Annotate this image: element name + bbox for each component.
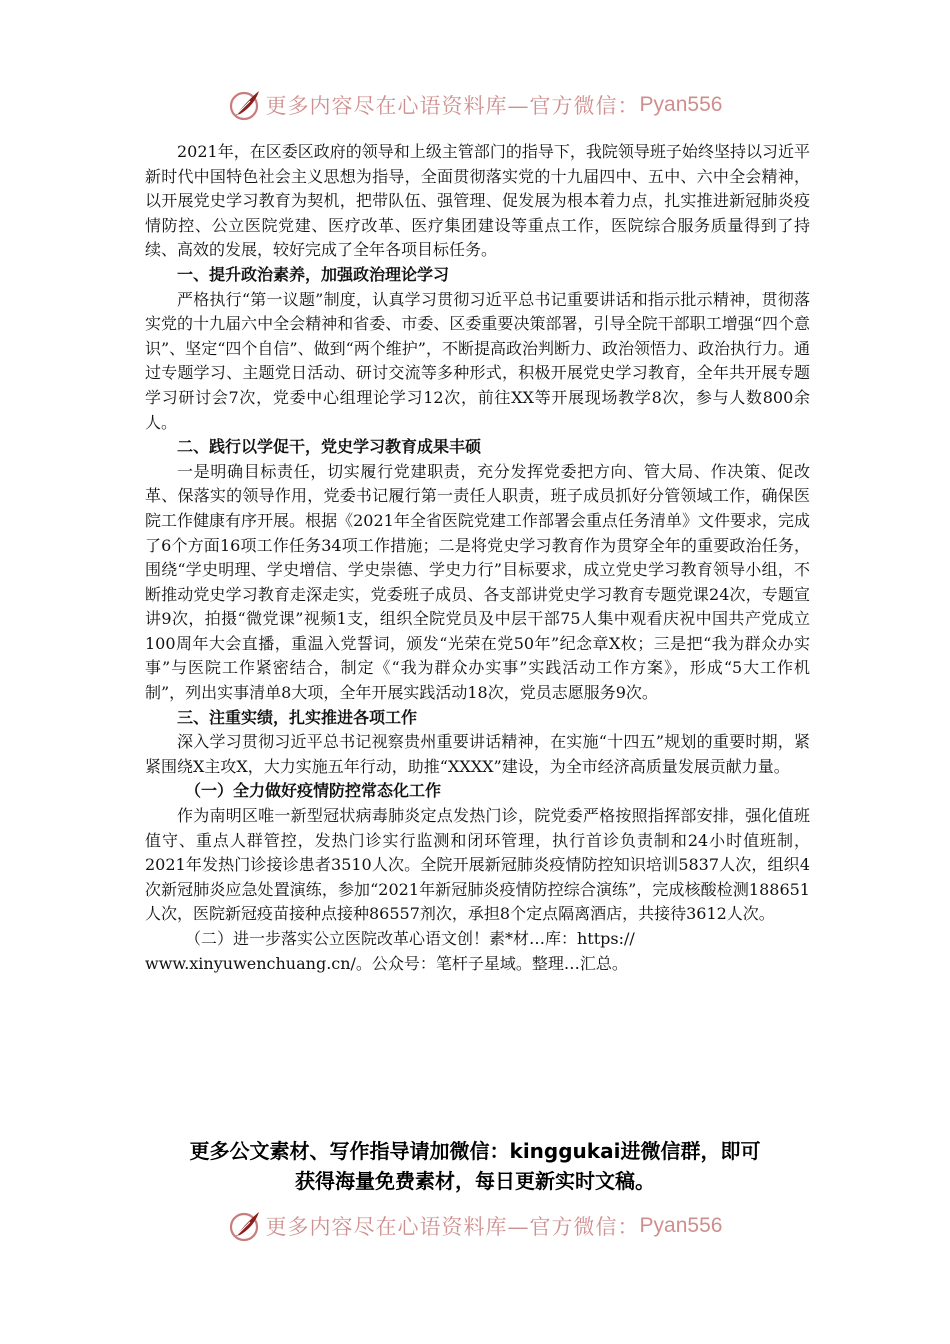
- section-2-paragraph: 一是明确目标责任，切实履行党建职责，充分发挥党委把方向、管大局、作决策、促改革、保落实的领导作用，党委书记履行第一责任人职责，班子成员抓好分管领域工作，确保医院工作健康有序开展。根据《2021年全省医院党建工作部署会重点任务清单》文件要求，完成了6个方面16项工作任务34项工作措施；二是将党史学习教育作为贯穿全年的重要政治任务，围绕“学史明理、学史增信、学史崇德、学史力行”目标要求，成立党史学习教育领导小组，不断推动党史学习教育走深走实，党委班子成员、各支部讲党史学习教育专题党课24次，专题宣讲9次，拍摄“微党课”视频1支，组织全院党员及中层干部75人集中观看庆祝中国共产党成立100周年大会直播，重温入党誓词，颁发“光荣在党50年”纪念章X枚；三是把“我为群众办实事”与医院工作紧密结合，制定《“我为群众办实事”实践活动工作方案》，形成“5大工作机制”，列出实事清单8大项，全年开展实践活动18次，党员志愿服务9次。: [145, 461, 810, 703]
- section-heading-3: 三、注重实绩，扎实推进各项工作: [177, 707, 418, 727]
- document-body: [145, 140, 810, 976]
- section-1-paragraph: 严格执行“第一议题”制度，认真学习贯彻习近平总书记重要讲话和指示批示精神，贯彻落实党的十九届六中全会精神和省委、市委、区委重要决策部署，引导全院干部职工增强“四个意识”、坚定“四个自信”、做到“两个维护”，不断提高政治判断力、政治领悟力、政治执行力。通过专题学习、主题党日活动、研讨交流等多种形式，积极开展党史学习教育，全年共开展专题学习研讨会7次，党委中心组理论学习12次，前往XX等开展现场教学8次，参与人数800余人。: [145, 289, 810, 432]
- promo-notice: [120, 1136, 830, 1196]
- quill-logo-icon: [228, 88, 262, 122]
- intro-paragraph: 2021年，在区委区政府的领导和上级主管部门的指导下，我院领导班子始终坚持以习近平新时代中国特色社会主义思想为指导，全面贯彻落实党的十九届四中、五中、六中全会精神，以开展党史学习教育为契机，把带队伍、强管理、促发展为根本着力点，扎实推进新冠肺炎疫情防控、公立医院党建、医疗改革、医疗集团建设等重点工作，医院综合服务质量得到了持续、高效的发展，较好完成了全年各项目标任务。: [145, 142, 810, 260]
- subsection-2-line: （二）进一步落实公立医院改革心语文创！素*材…库：https://: [185, 929, 635, 948]
- header-banner: [0, 85, 950, 125]
- section-heading-1: 一、提升政治素养，加强政治理论学习: [177, 264, 450, 284]
- section-3-paragraph: 深入学习贯彻习近平总书记视察贵州重要讲话精神，在实施“十四五”规划的重要时期，紧紧围绕X主攻X，大力实施五年行动，助推“XXXX”建设，为全市经济高质量发展贡献力量。: [145, 732, 810, 776]
- footer-banner: [0, 1206, 950, 1246]
- quill-logo-icon: [228, 1209, 262, 1243]
- footer-banner-wechat-id: Pyan556: [639, 1214, 723, 1237]
- footer-banner-text: 更多内容尽在心语资料库—官方微信：: [265, 1215, 640, 1239]
- header-banner-text: 更多内容尽在心语资料库—官方微信：: [265, 94, 640, 118]
- promo-line-1: 更多公文素材、写作指导请加微信：kinggukai进微信群，即可: [189, 1139, 761, 1163]
- promo-line-2: 获得海量免费素材，每日更新实时文稿。: [295, 1169, 655, 1193]
- section-heading-2: 二、践行以学促干，党史学习教育成果丰硕: [177, 437, 482, 457]
- subsection-heading-1: （一）全力做好疫情防控常态化工作: [185, 781, 442, 801]
- header-banner-wechat-id: Pyan556: [639, 93, 723, 116]
- source-url-line: www.xinyuwenchuang.cn/。公众号：笔杆子星域。整理…汇总。: [145, 953, 628, 973]
- subsection-1-paragraph: 作为南明区唯一新型冠状病毒肺炎定点发热门诊，院党委严格按照指挥部安排，强化值班值守、重点人群管控，发热门诊实行监测和闭环管理，执行首诊负责制和24小时值班制，2021年发热门诊接诊患者3510人次。全院开展新冠肺炎疫情防控知识培训5837人次，组织4次新冠肺炎应急处置演练，参加“2021年新冠肺炎疫情防控综合演练”，完成核酸检测188651人次，医院新冠疫苗接种点接种86557剂次，承担8个定点隔离酒店，共接待3612人次。: [145, 806, 810, 924]
